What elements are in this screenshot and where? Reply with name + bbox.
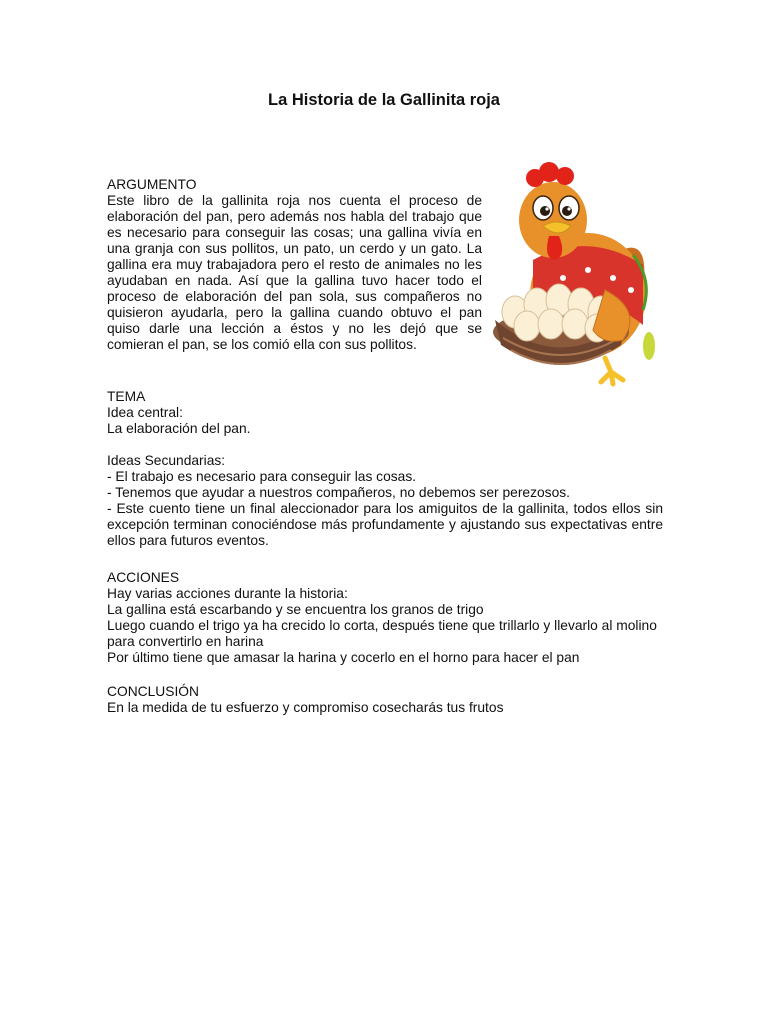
accion-line: Hay varias acciones durante la historia: (107, 586, 348, 601)
argumento-section (107, 177, 482, 353)
blank-line (107, 437, 663, 453)
acciones-section (107, 570, 663, 666)
conclusion-text: En la medida de tu esfuerzo y compromiso cosecharás tus frutos (107, 700, 504, 715)
hen-with-eggs-basket-illustration (493, 160, 655, 388)
idea-central-label: Idea central: (107, 405, 183, 420)
conclusion-section (107, 684, 663, 716)
accion-line: Luego cuando el trigo ya ha crecido lo corta, después tiene que trillarlo y llevarlo al molino para convertirlo en harina (107, 618, 657, 649)
idea-secundaria-item: - Este cuento tiene un final aleccionador para los amiguitos de la gallinita, todos ellos sin excepción terminan conociéndose más profundamente y ajustando sus expectativas entre ellos para futuros eventos. (107, 501, 663, 548)
argumento-text: Este libro de la gallinita roja nos cuenta el proceso de elaboración del pan, pero además nos habla del trabajo que es necesario para conseguir las cosas; una gallina vivía en una granja con sus pollitos, un pato, un cerdo y un gato. La gallina era muy trabajadora pero el resto de animales no les ayudaban en nada. Así que la gallina tuvo hacer todo el proceso de elaboración del pan sola, sus compañeros no quisieron ayudarla, pero la gallina cuando obtuvo el pan quiso darle una lección a éstos y no les dejó que se comieran el pan, se los comió ella con sus pollitos. (107, 193, 482, 352)
conclusion-heading: CONCLUSIÓN (107, 684, 199, 699)
acciones-heading: ACCIONES (107, 570, 180, 585)
idea-secundaria-item: - El trabajo es necesario para conseguir las cosas. (107, 469, 417, 484)
argumento-heading: ARGUMENTO (107, 177, 197, 192)
accion-line: Por último tiene que amasar la harina y cocerlo en el horno para hacer el pan (107, 650, 580, 665)
tema-heading: TEMA (107, 389, 146, 404)
ideas-secundarias-label: Ideas Secundarias: (107, 453, 226, 468)
idea-central-text: La elaboración del pan. (107, 421, 251, 436)
accion-line: La gallina está escarbando y se encuentra los granos de trigo (107, 602, 484, 617)
idea-secundaria-item: - Tenemos que ayudar a nuestros compañeros, no debemos ser perezosos. (107, 485, 570, 500)
tema-section (107, 389, 663, 549)
document-title: La Historia de la Gallinita roja (268, 91, 500, 109)
